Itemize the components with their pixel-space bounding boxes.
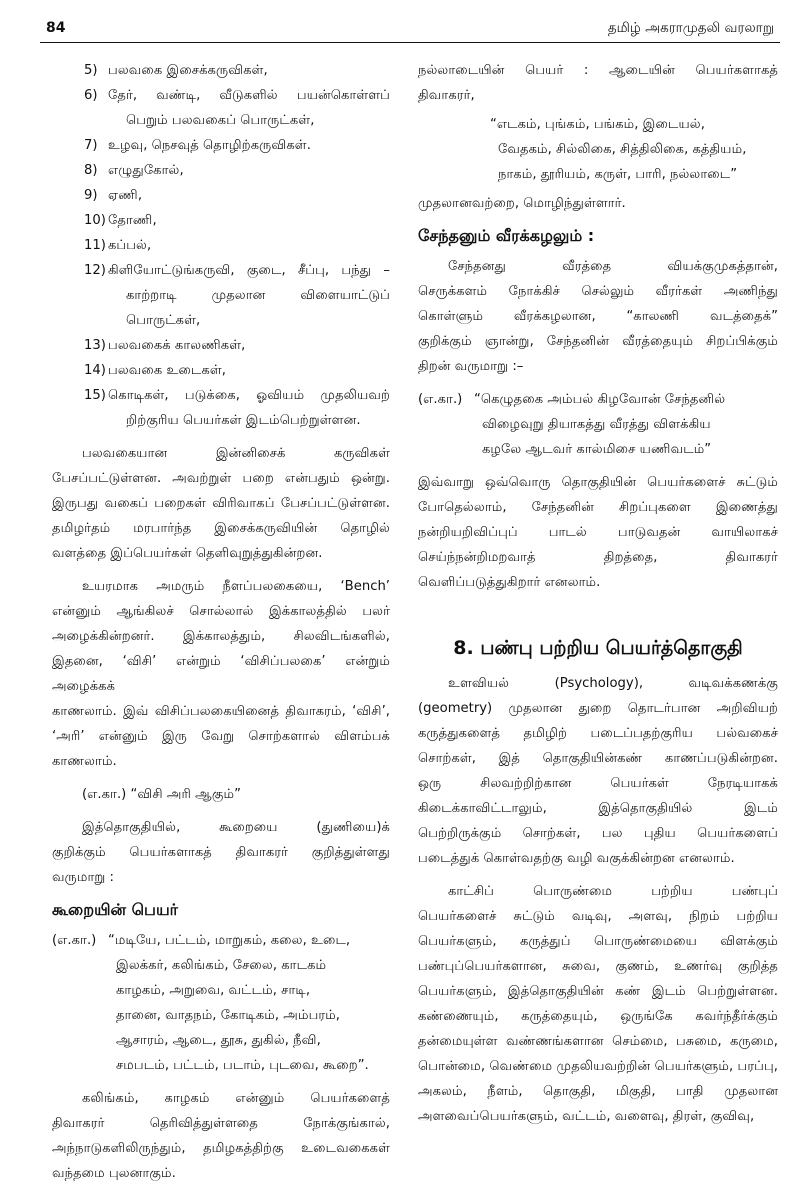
text-line: தன்மையுள்ள வண்ணங்களான செம்மை, பசுமை, கருமை, — [418, 1034, 778, 1049]
after-quote-text: முதலானவற்றை, மொழிந்துள்ளார். — [418, 196, 626, 211]
list-item-line: தோணி, — [108, 213, 157, 228]
text-line: கலிங்கம், காழகம் என்னும் பெயர்களைத் — [82, 1091, 390, 1106]
quote-koorai — [52, 928, 390, 1078]
list-item — [84, 383, 390, 433]
list-item-number: 14) — [84, 363, 106, 378]
quote-line: கழலே ஆடவர் கால்மிசை யணிவடம்” — [482, 442, 712, 457]
text-line: சொற்கள், இத் தொகுதியின்கண் காணப்படுகின்றன. — [418, 751, 778, 766]
quote-line: நாகம், தூரியம், கருள், பாரி, நல்லாடை” — [498, 167, 738, 182]
quote-line: சமபடம், பட்டம், படாம், புடவை, கூறை”. — [116, 1058, 369, 1073]
text-line: குறிக்கும் பெயர்களாகத் திவாகரர் குறித்துள்ளது — [52, 845, 390, 860]
text-line: திவாகரர், — [418, 88, 475, 103]
quote-nallaadai — [418, 112, 778, 187]
paragraph-gratitude — [418, 470, 778, 595]
text-line: நல்லாடையின் பெயர் : ஆடையின் பெயர்களாகத் — [418, 63, 778, 78]
list-item-number: 10) — [84, 213, 106, 228]
text-line: பண்புப்பெயர்களான, சுவை, குணம், உணர்வு குறித்த — [418, 959, 778, 974]
quote-label: (எ.கா.) — [418, 392, 463, 407]
list-item-number: 8) — [84, 163, 98, 178]
list-item-text — [108, 183, 390, 208]
list-item-line: ஏணி, — [108, 188, 143, 203]
list-item-line: கொடிகள், படுக்கை, ஓவியம் முதலியவற் — [108, 388, 390, 403]
list-item-line: உழவு, நெசவுத் தொழிற்கருவிகள். — [108, 138, 311, 153]
list-item-text — [108, 133, 390, 158]
list-item-text — [108, 58, 390, 83]
list-item-number: 11) — [84, 238, 106, 253]
text-line: பலவகையான இன்னிசைக் கருவிகள் — [82, 446, 390, 461]
text-line: கண்ணையும், கருத்தையும், ஒருங்கே கவர்ந்தீர்க்கும் — [418, 1009, 778, 1024]
list-item-number: 5) — [84, 63, 98, 78]
text-line: வெளிப்படுத்துகிறார் எனலாம். — [418, 575, 601, 590]
list-item — [84, 183, 390, 208]
page-number: 84 — [46, 20, 66, 36]
paragraph-senthan — [418, 254, 778, 379]
list-item-line: எழுதுகோல், — [108, 163, 184, 178]
paragraph-instruments — [52, 441, 390, 566]
list-item-line: காற்றாடி முதலான விளையாட்டுப் — [126, 288, 390, 303]
header-rule — [40, 42, 780, 43]
text-line: உளவியல் (Psychology), வடிவக்கணக்கு — [448, 676, 778, 691]
text-line: பொன்மை, வெண்மை முதலியவற்றின் பெயர்களும், பரப்பு, — [418, 1059, 778, 1074]
list-item-line: பலவகை உடைகள், — [108, 363, 226, 378]
paragraph-nallaadai — [418, 58, 778, 108]
list-item-line: தேர், வண்டி, வீடுகளில் பயன்கொள்ளப் — [108, 88, 390, 103]
text-line: உயரமாக அமரும் நீளப்பலகையை, ‘Bench’ — [82, 579, 390, 594]
list-item-number: 6) — [84, 88, 98, 103]
list-item — [84, 208, 390, 233]
list-item-number: 7) — [84, 138, 98, 153]
list-item-text — [108, 383, 390, 433]
list-item-text — [108, 208, 390, 233]
text-line: பெயர்களும், கருத்துப் பொருண்மையை விளக்கும் — [418, 934, 778, 949]
quote-label: (எ.கா.) — [52, 933, 97, 948]
text-line: படைத்துக் கொள்வதற்கு வழி வகுக்கின்றன எனலாம். — [418, 851, 735, 866]
text-line: இருபது வகைப் பறைகள் விரிவாகப் பேசப்பட்டுள்ளன. — [52, 496, 390, 511]
text-line: திறன் வருமாறு :– — [418, 359, 524, 374]
list-item-line: கிளியோட்டுங்கருவி, குடை, சீப்பு, பந்து – — [108, 263, 390, 278]
quote-senthan — [418, 387, 778, 462]
list-item-number: 12) — [84, 263, 106, 278]
quote-line: ஆசாரம், ஆடை, தூசு, துகில், நீவி, — [116, 1033, 321, 1048]
list-item-number: 9) — [84, 188, 98, 203]
text-line: பெயர்களைச் சுட்டும் வடிவு, அளவு, நிறம் பற்றிய — [418, 909, 778, 924]
paragraph-psychology — [418, 671, 778, 871]
text-line: இத்தொகுதியில், கூறையை (துணியை)க் — [82, 820, 390, 835]
left-column — [52, 58, 390, 1186]
text-line: கிடைக்காவிட்டாலும், இத்தொகுதியில் இடம் — [418, 801, 778, 816]
list-item — [84, 133, 390, 158]
heading-senthan: சேந்தனும் வீரக்கழலும் : — [418, 226, 595, 245]
section-heading-koorai: கூறையின் பெயர் — [52, 900, 179, 919]
list-item — [84, 83, 390, 133]
list-item-line: பலவகைக் காலணிகள், — [108, 338, 246, 353]
paragraph-kalingam — [52, 1086, 390, 1186]
paragraph-koorai-intro — [52, 815, 390, 890]
example-visi: (எ.கா.) “விசி அரி ஆகும்” — [82, 787, 241, 802]
list-item-text — [108, 333, 390, 358]
quote-line: விழைவுறு தியாகத்து வீரத்து விளக்கிய — [482, 417, 711, 432]
quote-line: “கெழுதகை அம்பல் கிழவோன் சேந்தனில் — [474, 392, 726, 407]
text-line: தமிழர்தம் மரபார்ந்த இசைக்கருவியின் தொழில் — [52, 521, 390, 536]
text-line: காணலாம். — [52, 754, 117, 769]
list-item-text — [108, 358, 390, 383]
quote-line: இலக்கர், கலிங்கம், சேலை, காடகம் — [116, 958, 327, 973]
paragraph-visual-qualities — [418, 879, 778, 1129]
text-line: அகலம், நீளம், தொகுதி, மிகுதி, பாதி முதலான — [418, 1084, 778, 1099]
paragraph-bench — [52, 574, 390, 774]
text-line: கருத்துகளைத் தமிழிற் படைப்பதற்குரிய பல்வகைச் — [418, 726, 778, 741]
text-line: காட்சிப் பொருண்மை பற்றிய பண்புப் — [448, 884, 778, 899]
text-line: செருக்களம் நோக்கிச் செல்லும் வீரர்கள் அணிந்து — [418, 284, 778, 299]
text-line: என்னும் ஆங்கிலச் சொல்லால் இக்காலத்தில் பலர் — [52, 604, 390, 619]
running-title: தமிழ் அகராமுதலி வரலாறு — [607, 20, 774, 36]
right-column — [418, 58, 778, 1129]
quote-line: “மடியே, பட்டம், மாறுகம், கலை, உடை, — [108, 933, 351, 948]
text-line: ‘அரி’ என்னும் இரு வேறு சொற்களால் விளம்பக் — [52, 729, 390, 744]
text-line: போதெல்லாம், சேந்தனின் சிறப்புகளை இணைத்து — [418, 500, 778, 515]
text-line: பெற்றிருக்கும் சொற்கள், பல புதிய பெயர்களைப் — [418, 826, 778, 841]
list-item-text — [108, 233, 390, 258]
text-line: வளத்தை இப்பெயர்கள் தெளிவுறுத்துகின்றன. — [52, 546, 323, 561]
list-item-line: றிற்குரிய பெயர்கள் இடம்பெற்றுள்ளன. — [126, 413, 361, 428]
text-line: (geometry) முதலான துறை தொடர்பான அறிவியற் — [418, 701, 778, 716]
list-item-line: பெறும் பலவகைப் பொருட்கள், — [126, 113, 315, 128]
section-heading-panbu: 8. பண்பு பற்றிய பெயர்த்தொகுதி — [453, 637, 743, 659]
text-line: ஒரு சிலவற்றிற்கான பெயர்கள் நேரடியாகக் — [418, 776, 778, 791]
text-line: வருமாறு : — [52, 870, 115, 885]
list-item-text — [108, 258, 390, 333]
list-item — [84, 258, 390, 333]
list-item-text — [108, 83, 390, 133]
page-header — [40, 14, 778, 40]
text-line: பேசப்பட்டுள்ளன. அவற்றுள் பறை என்பதும் ஒன்று. — [52, 471, 390, 486]
quote-lines — [108, 928, 390, 1078]
text-line: குறிக்கும் ஞான்று, சேந்தனின் வீரத்தையும் சிறப்பிக்கும் — [418, 334, 778, 349]
text-line: நன்றியறிவிப்புப் பாடல் பாடுவதன் வாயிலாகச் — [418, 525, 778, 540]
text-line: செய்ந்நன்றிமறவாத் திறத்தை, திவாகரர் — [418, 550, 778, 565]
quote-line: காழகம், அறுவை, வட்டம், சாடி, — [116, 983, 311, 998]
text-line: அளவைப்பெயர்களும், வட்டம், வளைவு, திரள், குவிவு, — [418, 1109, 755, 1124]
list-item-number: 15) — [84, 388, 106, 403]
list-item-number: 13) — [84, 338, 106, 353]
list-item — [84, 58, 390, 83]
text-line: அழைக்கின்றனர். இக்காலத்தும், சிலவிடங்களில், — [52, 629, 390, 644]
quote-line: “எடகம், புங்கம், பங்கம், இடையல், — [490, 117, 705, 132]
list-item — [84, 333, 390, 358]
list-item-text — [108, 158, 390, 183]
item-list — [84, 58, 390, 433]
text-line: பெயர்களும், இத்தொகுதியின் கண் இடம் பெற்றுள்ளன. — [418, 984, 778, 999]
list-item-line: பலவகை இசைக்கருவிகள், — [108, 63, 268, 78]
text-line: இதனை, ‘விசி’ என்றும் ‘விசிப்பலகை’ என்றும் அழைக்கக் — [52, 654, 390, 694]
text-line: அந்நாடுகளிலிருந்தும், தமிழகத்திற்கு உடைவகைகள் — [52, 1141, 390, 1156]
list-item-line: கப்பல், — [108, 238, 152, 253]
list-item — [84, 158, 390, 183]
text-line: காணலாம். இவ் விசிப்பலகையினைத் திவாகரம், ‘விசி’, — [52, 704, 390, 719]
list-item — [84, 358, 390, 383]
list-item — [84, 233, 390, 258]
text-line: சேந்தனது வீரத்தை வியக்குமுகத்தான், — [448, 259, 778, 274]
quote-lines — [474, 387, 778, 462]
text-line: இவ்வாறு ஒவ்வொரு தொகுதியின் பெயர்களைச் சுட்டும் — [418, 475, 778, 490]
text-line: வந்தமை புலனாகும். — [52, 1166, 176, 1181]
quote-line: தானை, வாதநம், கோடிகம், அம்பரம், — [116, 1008, 341, 1023]
list-item-line: பொருட்கள், — [126, 313, 201, 328]
text-line: கொள்ளும் வீரக்கழலான, “காலணி வடத்தைக்” — [418, 309, 778, 324]
text-line: திவாகரர் தெரிவித்துள்ளதை நோக்குங்கால், — [52, 1116, 390, 1131]
quote-line: வேதகம், சில்லிகை, சித்திலிகை, கத்தியம், — [498, 142, 747, 157]
